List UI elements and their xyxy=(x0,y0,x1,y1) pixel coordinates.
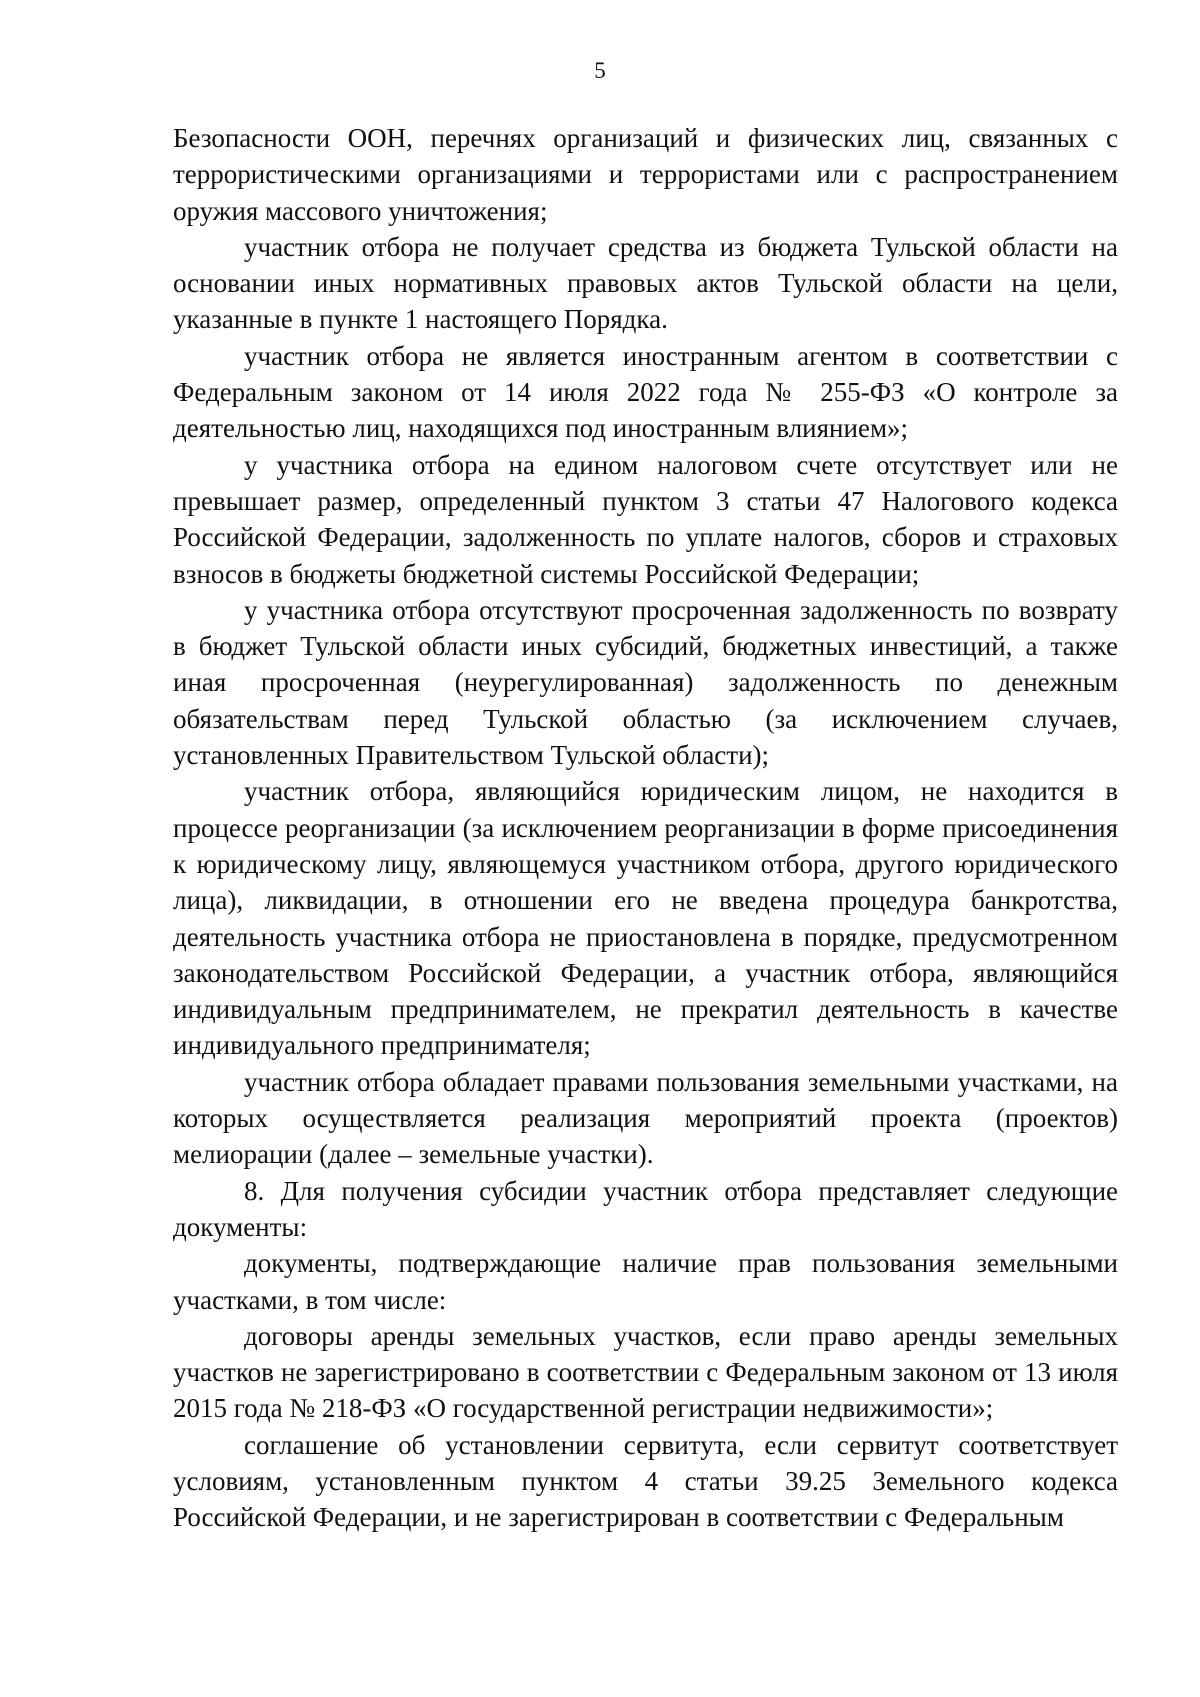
paragraph-lease-agreements: договоры аренды земельных участков, если право аренды земельных участков не зарегистрировано в соответствии с Федеральным законом от 13 июля 2015 года № 218-ФЗ «О государственной регистрации недвижимости»; xyxy=(173,1320,1118,1424)
paragraph-section-8: 8. Для получения субсидии участник отбора представляет следующие документы: xyxy=(173,1175,1118,1242)
page-number: 5 xyxy=(594,58,606,83)
document-body xyxy=(173,120,1118,1536)
paragraph-tax-account: у участника отбора на едином налоговом счете отсутствует или не превышает размер, определенный пунктом 3 статьи 47 Налогового кодекса Российской Федерации, задолженность по уплате налогов, сборов и страховых взносов в бюджеты бюджетной системы Российской Федерации; xyxy=(173,449,1118,589)
paragraph-documents-rights: документы, подтверждающие наличие прав пользования земельными участками, в том числе: xyxy=(173,1248,1118,1315)
paragraph-budget-funds: участник отбора не получает средства из бюджета Тульской области на основании иных нормативных правовых актов Тульской области на цели, указанные в пункте 1 настоящего Порядка. xyxy=(173,231,1118,335)
paragraph-foreign-agent: участник отбора не является иностранным агентом в соответствии с Федеральным законом от 14 июля 2022 года № 255-ФЗ «О контроле за деятельностью лиц, находящихся под иностранным влиянием»; xyxy=(173,340,1118,444)
paragraph-servitude: соглашение об установлении сервитута, если сервитут соответствует условиям, установленным пунктом 4 статьи 39.25 Земельного кодекса Российской Федерации, и не зарегистрирован в соответствии с Федеральным xyxy=(173,1429,1118,1533)
paragraph-reorganization: участник отбора, являющийся юридическим лицом, не находится в процессе реорганизации (за исключением реорганизации в форме присоединения к юридическому лицу, являющемуся участником отбора, другого юридического лица), ликвидации, в отношении его не введена процедура банкротства, деятельность участника отбора не приостановлена в порядке, предусмотренном законодательством Российской Федерации, а участник отбора, являющийся индивидуальным предпринимателем, не прекратил деятельность в качестве индивидуального предпринимателя; xyxy=(173,776,1118,1061)
paragraph-land-rights: участник отбора обладает правами пользования земельными участками, на которых осуществляется реализация мероприятий проекта (проектов) мелиорации (далее – земельные участки). xyxy=(173,1066,1118,1170)
paragraph-overdue-debt: у участника отбора отсутствуют просроченная задолженность по возврату в бюджет Тульской области иных субсидий, бюджетных инвестиций, а также иная просроченная (неурегулированная) задолженность по денежным обязательствам перед Тульской областью (за исключением случаев, установленных Правительством Тульской области); xyxy=(173,594,1118,771)
paragraph-continuation: Безопасности ООН, перечнях организаций и физических лиц, связанных с террористическими организациями и террористами или с распространением оружия массового уничтожения; xyxy=(173,123,1118,226)
